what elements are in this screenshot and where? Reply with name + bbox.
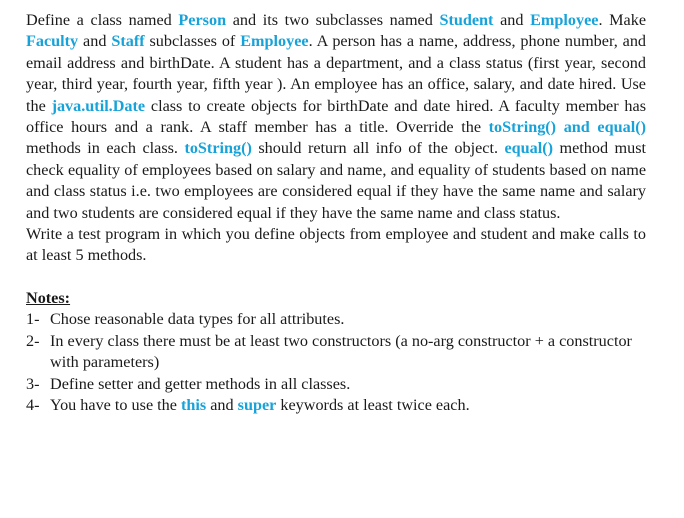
text-run: subclasses of (144, 32, 241, 51)
note-number: 1- (26, 310, 40, 329)
note-number: 2- (26, 331, 40, 350)
keyword-highlight: Staff (111, 32, 145, 51)
text-run: methods in each class. (26, 139, 185, 158)
note-item (26, 309, 646, 330)
keyword-highlight: toString() and equal() (488, 118, 646, 137)
test-program-instruction (26, 224, 646, 267)
note-text (50, 374, 646, 395)
keyword-highlight: toString() (184, 139, 252, 158)
text-run: class to create objects for birthDate and date hired. A faculty member has office hours and a rank. A staff member has a title. Override the (26, 96, 647, 137)
text-run: . Make (598, 11, 646, 29)
text-run: keywords at least twice each. (276, 395, 470, 414)
text-run: method must check equality of employees based on salary and name, and equality of students based on name and class status i.e. two employees are considered equal if they have the same name and salary and two students are considered equal if they have the same name and class status. (26, 139, 646, 222)
keyword-highlight: Person (178, 11, 227, 29)
note-item (26, 331, 646, 374)
text-run: and (78, 32, 112, 51)
text-run: and (206, 395, 238, 414)
notes-heading: Notes: (26, 288, 71, 307)
text-run: In every class there must be at least two constructors (a no-arg constructor + a constructor with parameters) (50, 331, 632, 372)
note-number: 4- (26, 395, 40, 414)
note-text (50, 331, 646, 374)
note-text (50, 309, 646, 330)
spacer (26, 267, 646, 288)
text-run: You have to use the (50, 395, 181, 414)
text-run: Define a class named (26, 11, 179, 29)
keyword-highlight: super (237, 395, 277, 414)
keyword-highlight: equal() (504, 139, 554, 158)
text-run: Define setter and getter methods in all classes. (50, 374, 351, 393)
notes-list (26, 309, 646, 416)
note-item (26, 374, 646, 395)
note-text (50, 395, 646, 416)
keyword-highlight: Employee (240, 32, 309, 51)
assignment-document (26, 10, 646, 416)
keyword-highlight: java.util.Date (51, 96, 146, 115)
keyword-highlight: this (181, 395, 207, 414)
keyword-highlight: Faculty (26, 32, 79, 51)
text-run: and its two subclasses named (226, 11, 440, 29)
assignment-description (26, 10, 646, 224)
keyword-highlight: Student (439, 11, 494, 29)
text-run: Write a test program in which you define objects from employee and student and make calls to at least 5 methods. (26, 225, 646, 265)
note-number: 3- (26, 374, 40, 393)
text-run: . A person has a name, address, phone number, and email address and birthDate. A student has a department, and a class status (first year, second year, third year, fourth year, fifth year ). An employee has an office, salary, and date hired. Use the (26, 32, 647, 115)
note-item (26, 395, 646, 416)
keyword-highlight: Employee (530, 11, 599, 29)
text-run: and (493, 11, 531, 29)
text-run: Chose reasonable data types for all attributes. (50, 310, 345, 329)
text-run: should return all info of the object. (251, 139, 505, 158)
